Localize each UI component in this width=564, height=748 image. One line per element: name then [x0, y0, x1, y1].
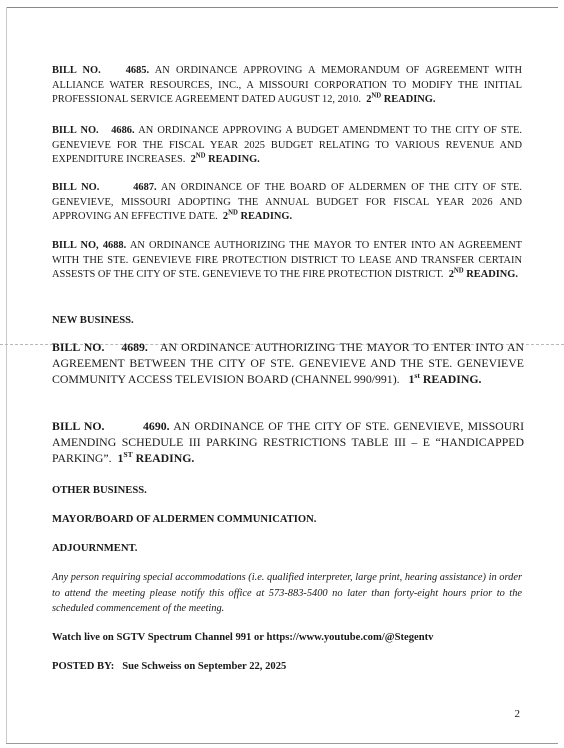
bill-text: AN ORDINANCE APPROVING A BUDGET AMENDMENT TO THE CITY OF STE. GENEVIEVE FOR THE FISCAL YEAR 2025 BUDGET RELATING TO VARIOUS REVENUE AND EXPENDITURE INCREASES. [52, 125, 522, 165]
bill-number: 4685. [125, 65, 150, 76]
bill-text: AN ORDINANCE AUTHORIZING THE MAYOR TO ENTER INTO AN AGREEMENT BETWEEN THE CITY OF STE. GENEVIEVE AND THE STE. GENEVIEVE COMMUNITY ACCESS TELEVISION BOARD (CHANNEL 990/991). [52, 340, 525, 386]
bill-label: BILL NO. [52, 340, 105, 354]
posted-by-line [52, 661, 286, 672]
reading-word: READING. [205, 154, 260, 165]
bill-text: AN ORDINANCE APPROVING A MEMORANDUM OF AGREEMENT WITH ALLIANCE WATER RESOURCES, INC., A MISSOURI CORPORATION TO MODIFY THE INITIAL PROFESSIONAL SERVICE AGREEMENT DATED AUGUST 12, 2010. [52, 65, 523, 105]
page-left-rule [6, 7, 7, 744]
bill-text: AN ORDINANCE OF THE BOARD OF ALDERMEN OF THE CITY OF STE. GENEVIEVE, MISSOURI ADOPTING THE ANNUAL BUDGET FOR FISCAL YEAR 2026 AND APPROVING AN EFFECTIVE DATE. [52, 182, 523, 222]
reading-ordinal: 1 [117, 450, 124, 465]
reading-ordinal-suffix: ND [453, 267, 464, 275]
bill-number: 4689. [121, 340, 148, 354]
page-number: 2 [514, 708, 520, 720]
new-business-heading: NEW BUSINESS. [52, 315, 134, 326]
mayor-board-heading: MAYOR/BOARD OF ALDERMEN COMMUNICATION. [52, 514, 317, 525]
reading-word: READING. [132, 450, 195, 465]
watch-live-line: Watch live on SGTV Spectrum Channel 991 or https://www.youtube.com/@Stegentv [52, 632, 434, 643]
bill-label: BILL NO. [52, 419, 105, 433]
page-bottom-rule [6, 743, 558, 744]
reading-ordinal: 2 [448, 269, 454, 280]
bill-text: AN ORDINANCE AUTHORIZING THE MAYOR TO ENTER INTO AN AGREEMENT WITH THE STE. GENEVIEVE FIRE PROTECTION DISTRICT TO LEASE AND TRANSFER CERTAIN ASSESTS OF THE CITY OF STE. GENEVIEVE TO THE FIRE PROTECTION DISTRICT. [52, 240, 522, 280]
bill-label: BILL NO, [52, 240, 99, 251]
bill-number: 4686. [111, 125, 135, 136]
bill-4687-paragraph [52, 181, 522, 225]
reading-ordinal-suffix: ND [195, 152, 206, 160]
posted-by-value: Sue Schweiss on September 22, 2025 [122, 661, 287, 672]
reading-ordinal-suffix: ST [123, 449, 133, 459]
bill-4690-paragraph [52, 419, 524, 466]
bill-number: 4690. [143, 419, 170, 433]
reading-word: READING. [422, 371, 482, 386]
reading-word: READING. [237, 211, 293, 222]
reading-ordinal: 2 [366, 94, 372, 105]
reading-word: READING. [381, 94, 436, 105]
bill-4689-paragraph [52, 340, 524, 387]
bill-label: BILL NO. [52, 65, 101, 76]
bill-number: 4687. [133, 182, 157, 193]
bill-label: BILL NO. [52, 125, 99, 136]
reading-ordinal: 2 [190, 154, 196, 165]
bill-4688-paragraph [52, 239, 522, 283]
bill-label: BILL NO. [52, 182, 100, 193]
bill-4686-paragraph [52, 124, 522, 168]
reading-word: READING. [463, 269, 518, 280]
accommodation-notice: Any person requiring special accommodations (i.e. qualified interpreter, large print, hearing assistance) in order to attend the meeting please notify this office at 573-883-5400 no later than forty-eight hours prior to the scheduled commencement of the meeting. [52, 572, 522, 614]
bill-number: 4688. [102, 240, 127, 251]
bill-text: AN ORDINANCE OF THE CITY OF STE. GENEVIEVE, MISSOURI AMENDING SCHEDULE III PARKING RESTRICTIONS TABLE III – E “HANDICAPPED PARKING”. [52, 419, 525, 465]
bill-4685-paragraph [52, 64, 522, 108]
posted-by-label: POSTED BY: [52, 661, 115, 672]
page-top-rule [6, 7, 558, 8]
reading-ordinal-suffix: ND [371, 92, 382, 100]
reading-ordinal: 2 [222, 211, 229, 222]
reading-ordinal: 1 [408, 371, 415, 386]
reading-ordinal-suffix: st [414, 370, 420, 380]
adjournment-heading: ADJOURNMENT. [52, 543, 138, 554]
reading-ordinal-suffix: ND [228, 209, 238, 217]
other-business-heading: OTHER BUSINESS. [52, 485, 147, 496]
